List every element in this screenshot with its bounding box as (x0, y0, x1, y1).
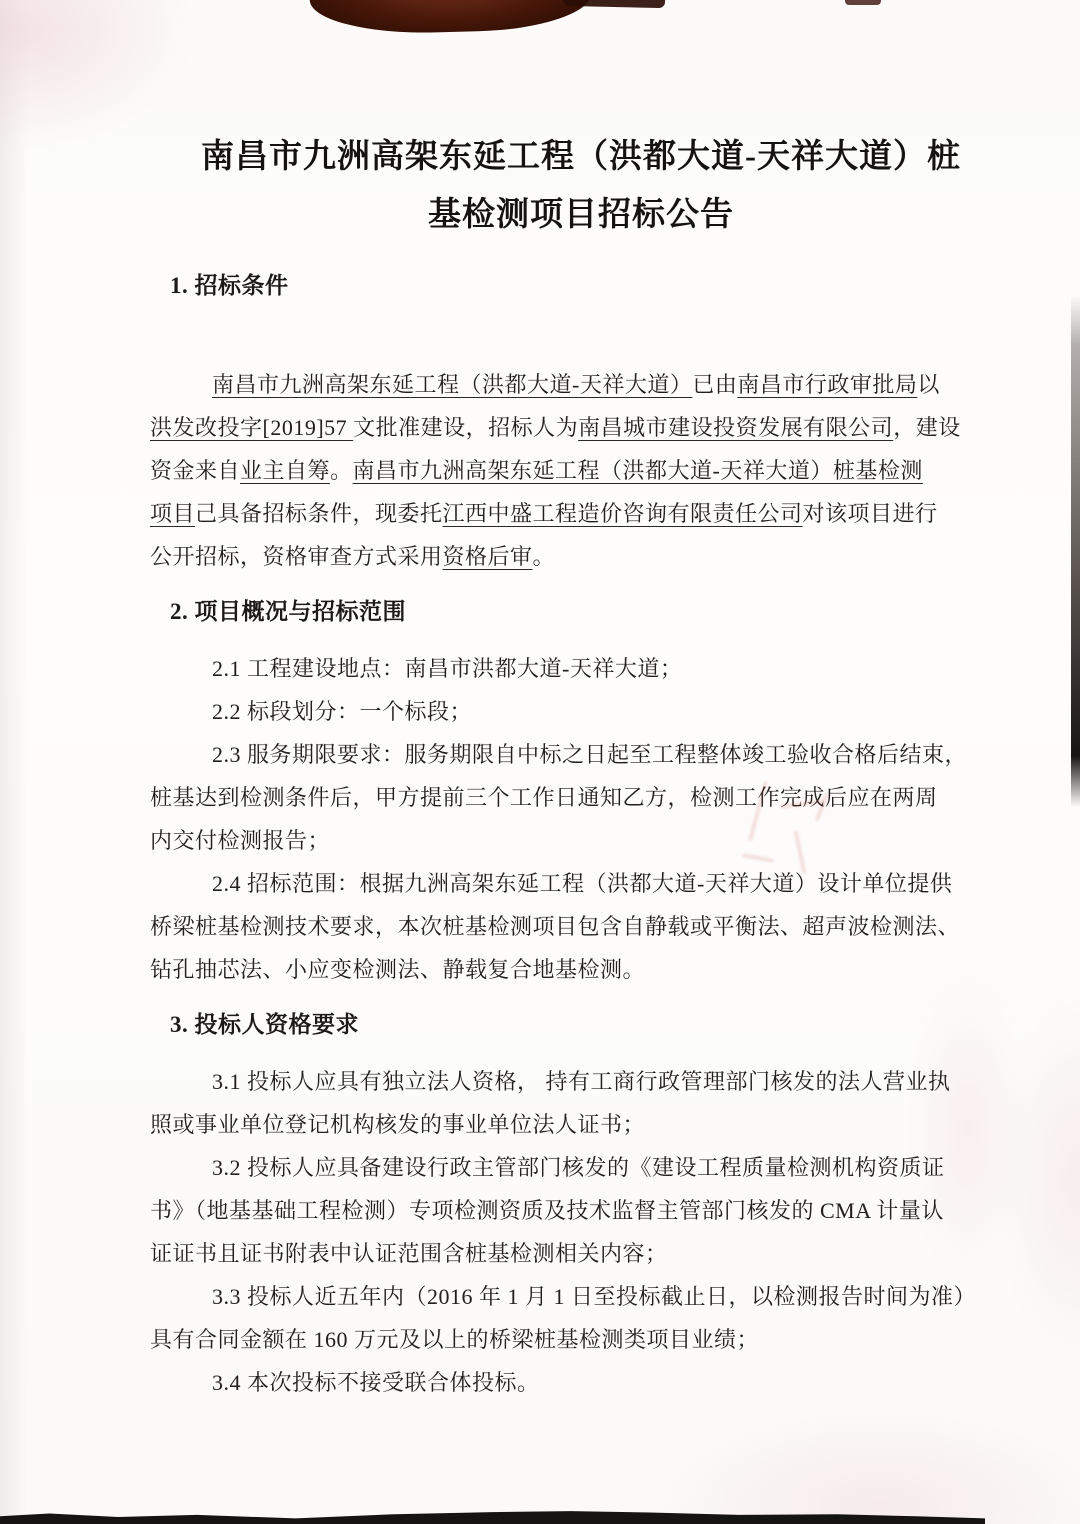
section-body-1 (150, 363, 1012, 578)
text-segment: 具有合同金额在 160 万元及以上的桥梁桩基检测类项目业绩； (150, 1327, 760, 1352)
text-line (150, 1232, 1012, 1275)
underlined-text: 洪发改投字[2019]57 (150, 415, 354, 440)
text-segment: 3.4 本次投标不接受联合体投标。 (212, 1370, 540, 1395)
text-line (150, 1318, 1012, 1361)
background-table-edge (309, 0, 592, 36)
text-line (150, 449, 1012, 492)
underlined-text: 资格后审 (442, 544, 533, 569)
text-line (150, 535, 1012, 578)
underlined-text: 业主自筹 (240, 458, 331, 483)
text-segment: ，建设 (893, 415, 961, 440)
document-body (150, 128, 1012, 1404)
document-title (150, 128, 1012, 244)
section-tender-conditions (150, 264, 1012, 578)
underlined-text: 江西中盛工程造价咨询有限责任公司 (442, 501, 803, 526)
text-segment: 以 (917, 372, 940, 397)
text-segment: 3.1 投标人应具有独立法人资格， 持有工商行政管理部门核发的法人营业执 (212, 1069, 951, 1094)
text-line (150, 406, 1012, 449)
text-line (150, 647, 1012, 690)
text-segment: 己具备招标条件，现委托 (195, 501, 443, 526)
text-segment: 桩基达到检测条件后，甲方提前三个工作日通知乙方，检测工作完成后应在两周 (150, 785, 938, 810)
underlined-text: 南昌市九洲高架东延工程（洪都大道-天祥大道）桩基检测 (352, 458, 923, 483)
text-segment: 2.4 招标范围：根据九洲高架东延工程（洪都大道-天祥大道）设计单位提供 (212, 871, 953, 896)
text-segment: 。 (532, 544, 556, 569)
section-heading-2: 2. 项目概况与招标范围 (170, 599, 406, 624)
text-segment: 对该项目进行 (802, 501, 938, 526)
underlined-text: 南昌市行政审批局 (737, 372, 918, 397)
background-table-edge-mark (845, 0, 881, 5)
section-bidder-qualifications (150, 1003, 1012, 1404)
text-line (150, 819, 1012, 862)
text-segment: 已由 (692, 372, 738, 397)
text-segment: 2.2 标段划分：一个标段； (212, 699, 473, 724)
stamp-ghost (722, 772, 872, 907)
text-line (150, 733, 1012, 776)
section-heading-3: 3. 投标人资格要求 (170, 1012, 359, 1037)
text-line (150, 1060, 1012, 1103)
text-line (150, 1189, 1012, 1232)
underlined-text: 南昌城市建设投资发展有限公司 (578, 415, 894, 440)
text-segment: 公开招标，资格审查方式采用 (150, 544, 443, 569)
text-segment: 书》（地基基础工程检测）专项检测资质及技术监督主管部门核发的 CMA 计量认 (150, 1198, 944, 1223)
text-line (150, 905, 1012, 948)
text-segment: 资金来自 (150, 458, 241, 483)
text-segment: 照或事业单位登记机构核发的事业单位法人证书； (150, 1112, 646, 1137)
section-project-overview (150, 590, 1012, 991)
section-body-3 (150, 1060, 1012, 1404)
document-title-line-2: 基检测项目招标公告 (428, 197, 734, 233)
text-line (150, 776, 1012, 819)
text-segment: 3.3 投标人近五年内（2016 年 1 月 1 日至投标截止日，以检测报告时间为准） (212, 1284, 977, 1309)
underlined-text: 南昌市九洲高架东延工程（洪都大道-天祥大道） (212, 372, 693, 397)
text-segment: 2.3 服务期限要求：服务期限自中标之日起至工程整体竣工验收合格后结束， (212, 742, 968, 767)
text-segment: 钻孔抽芯法、小应变检测法、静载复合地基检测。 (150, 957, 646, 982)
text-line (150, 363, 1012, 406)
text-line (150, 1275, 1012, 1318)
section-body-2 (150, 647, 1012, 991)
text-line (150, 948, 1012, 991)
text-line (150, 1361, 1012, 1404)
text-line (150, 492, 1012, 535)
text-segment: 文批准建设，招标人为 (353, 415, 579, 440)
document-title-line-1: 南昌市九洲高架东延工程（洪都大道-天祥大道）桩 (201, 139, 961, 175)
paper-edge-shadow-right (1071, 295, 1080, 807)
text-line (150, 1146, 1012, 1189)
text-segment: 2.1 工程建设地点：南昌市洪都大道-天祥大道； (212, 656, 683, 681)
text-segment: 内交付检测报告； (150, 828, 331, 853)
text-segment: 桥梁桩基检测技术要求，本次桩基检测项目包含自静载或平衡法、超声波检测法、 (150, 914, 961, 939)
text-segment: 3.2 投标人应具备建设行政主管部门核发的《建设工程质量检测机构资质证 (212, 1155, 945, 1180)
text-line (150, 862, 1012, 905)
underlined-text: 项目 (150, 501, 196, 526)
text-segment: 证证书且证书附表中认证范围含桩基检测相关内容； (150, 1241, 668, 1266)
paper-edge-bottom (0, 1510, 985, 1524)
text-segment: 。 (330, 458, 353, 483)
text-line (150, 690, 1012, 733)
section-heading-1: 1. 招标条件 (170, 273, 289, 298)
text-line (150, 1103, 1012, 1146)
